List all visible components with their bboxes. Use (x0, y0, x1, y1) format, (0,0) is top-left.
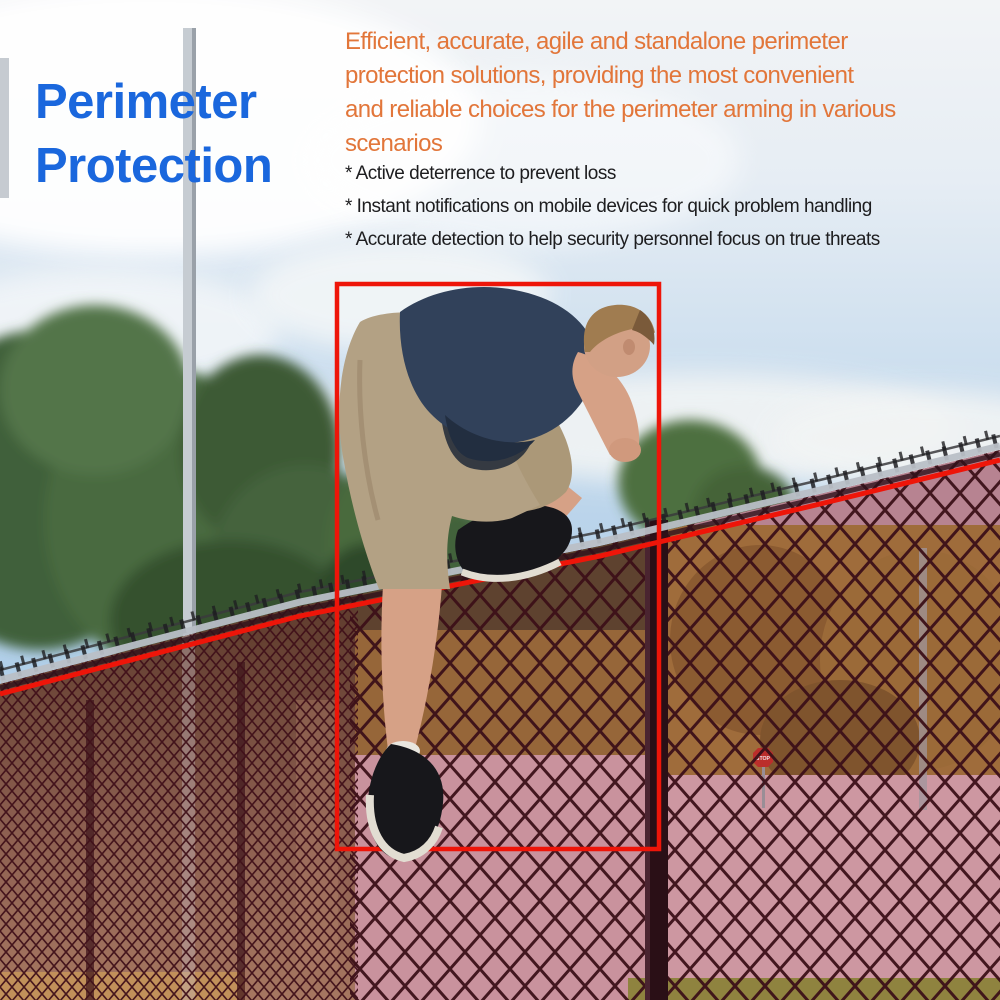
title-line-1: Perimeter (35, 75, 257, 129)
bullet-item: * Instant notifications on mobile devices for quick problem handling (345, 196, 872, 217)
intro-line: Efficient, accurate, agile and standalone perimeter (345, 28, 848, 55)
bullet-item: * Accurate detection to help security personnel focus on true threats (345, 229, 880, 250)
bullet-item: * Active deterrence to prevent loss (345, 163, 616, 184)
intro-paragraph (345, 25, 896, 161)
fence-post-highlight (645, 520, 650, 1000)
intruder-ear (623, 339, 635, 355)
page-title (35, 70, 272, 198)
intro-line: protection solutions, providing the most convenient (345, 62, 854, 89)
title-line-2: Protection (35, 139, 273, 193)
feature-bullets (345, 157, 880, 256)
intro-line: scenarios (345, 130, 443, 157)
intruder-hand (609, 438, 641, 462)
intro-line: and reliable choices for the perimeter arming in various (345, 96, 896, 123)
left-edge-pole (0, 58, 9, 198)
